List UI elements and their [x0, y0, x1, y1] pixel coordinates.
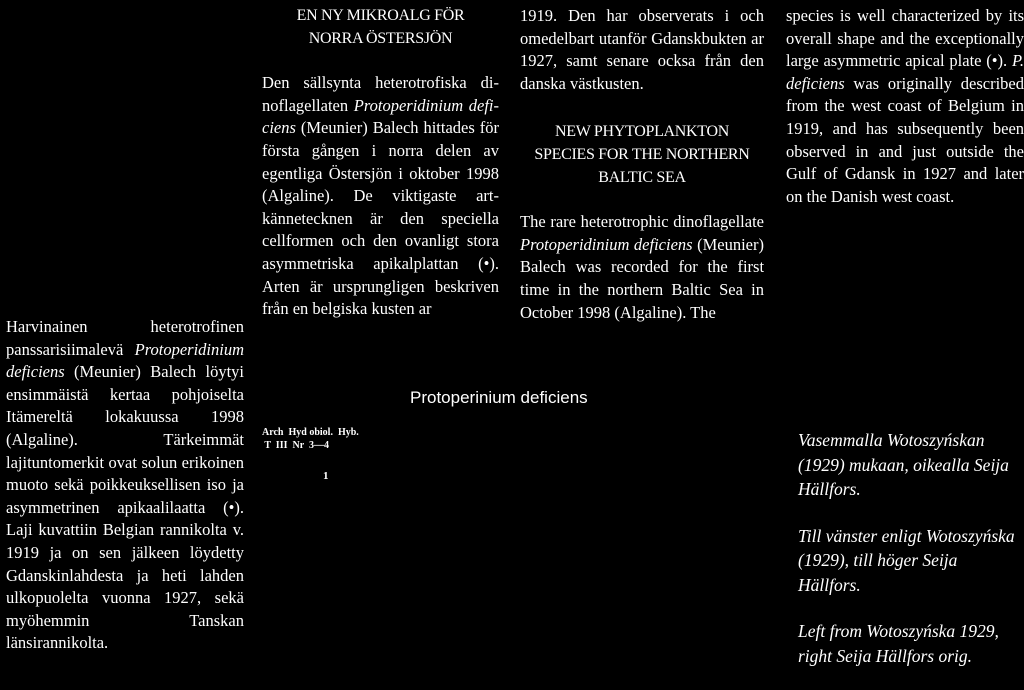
- swedish-heading-line-2: NORRA ÖSTERSJÖN: [308, 29, 453, 47]
- english-text-part-3-word: [868, 142, 878, 161]
- english-text-part-3-word: [994, 142, 1004, 161]
- archive-stamp: Arch Hyd obiol. Hyb. T III Nr 3—4: [262, 427, 359, 451]
- english-text-part-3-word: just: [912, 141, 937, 161]
- english-text-part-2-word: shape: [837, 28, 875, 48]
- english-text-part-2-word: large: [786, 51, 819, 71]
- english-text-part-3-word: [888, 119, 897, 138]
- english-text-part-2-word: the: [578, 279, 599, 299]
- english-text-part-2-word: its: [1008, 6, 1024, 25]
- english-text-part-3-word: in: [1011, 96, 1024, 116]
- english-text-part-2-word: for: [678, 257, 698, 277]
- english-heading-line-1: NEW PHYTOPLANKTON: [554, 123, 730, 141]
- english-text-part-3-word: 1919,: [786, 118, 824, 138]
- english-text-part-3-word: Belgium: [947, 96, 1005, 116]
- english-text-part-2-word: (Algaline).: [614, 302, 687, 322]
- english-text-part-3-word: [987, 164, 994, 183]
- english-text-part-2-word: The: [690, 302, 716, 322]
- english-text-part-2-word: Sea: [719, 279, 743, 299]
- english-text-part-3-word: Gulf: [786, 164, 817, 184]
- english-text-part-3-word: later: [994, 164, 1024, 184]
- english-text-part-2-word: 1998: [577, 302, 611, 322]
- english-text-part-2-word: the: [707, 257, 728, 277]
- english-text-part-3-word: and: [832, 118, 857, 138]
- english-text-part-2-word: is: [839, 6, 851, 25]
- english-text-part-2-word: recorded: [611, 257, 669, 277]
- english-text-part-3-word: outside: [946, 141, 994, 161]
- english-text-part-2-word: was: [575, 257, 602, 277]
- english-text-part-3-word: the: [1003, 141, 1024, 161]
- english-text-part-1-word: dinoflagellate: [673, 212, 764, 232]
- english-text-part-3-word: been: [992, 118, 1024, 138]
- english-text-part-3-word: and: [878, 141, 903, 161]
- english-text-part-2-word: well: [857, 6, 886, 25]
- swedish-species-name: Protoperidinium deficiens: [262, 95, 499, 138]
- finnish-paragraph: [6, 316, 244, 655]
- swedish-heading: [262, 5, 499, 50]
- english-text-part-3-word: coast.: [916, 186, 955, 206]
- english-text-part-3-word: the: [806, 186, 827, 206]
- english-species-name-word: deficiens: [633, 234, 693, 254]
- caption-finnish: Vasemmalla Wotoszyńskan (1929) mukaan, oikealla Seija Hällfors.: [798, 430, 1009, 499]
- english-heading: [520, 121, 764, 189]
- english-text-part-1: [520, 212, 764, 231]
- english-text-part-2-word: [728, 257, 738, 276]
- english-text-part-2-word: characterized: [891, 6, 980, 25]
- english-text-part-3-word: [823, 119, 832, 138]
- english-heading-line-2: SPECIES FOR THE NORTHERN: [534, 145, 750, 163]
- english-text-part-2-word: exceptionally: [935, 28, 1024, 48]
- page-marker: 1: [323, 470, 329, 482]
- english-paragraph-continued: [786, 5, 1024, 208]
- english-text-part-2-word: asymmetric: [823, 51, 901, 71]
- english-text-part-3-word: [837, 164, 844, 183]
- english-text-part-3-word: coast: [887, 96, 922, 116]
- english-text-part-2-word: in: [557, 279, 571, 299]
- english-text-part-2-word: overall: [786, 28, 832, 48]
- english-text-part-3-word: [902, 142, 912, 161]
- english-text-part-3-word: [879, 74, 888, 93]
- english-text-part-3-word: [856, 119, 865, 138]
- finnish-text-part-2: (Meunier) Balech löytyi ensimmäistä kertaa pohjoiselta Itämereltä lokakuussa 1998 (Algaline). Tärkeimmät lajituntomerkit ovat solun erikoinen muoto sekä poikkeuksellisen iso ja asymmetrinen apikaalilaatta (•). Laji kuvattiin Belgian rannikolta v. 1919 ja on sen jälkeen löydetty Gdanskinlahdesta ja heti lahden ulkopuolelta vuonna 1927, sekä myöhemmin Tanskan länsirannikolta.: [6, 362, 244, 653]
- english-text-part-3-word: [846, 142, 856, 161]
- english-text-part-3-word: originally: [887, 73, 953, 93]
- english-text-part-3-word: [895, 164, 902, 183]
- swedish-text-column: [262, 5, 499, 321]
- english-species-abbrev-word: P.: [1011, 51, 1024, 71]
- finnish-text-column: [6, 316, 244, 655]
- english-text-part-3-word: 1927: [923, 164, 957, 184]
- english-text-part-3-word: from: [786, 96, 819, 116]
- english-paragraph: [520, 211, 764, 324]
- english-text-part-3-word: described: [960, 73, 1024, 93]
- english-text-part-2-word: time: [520, 279, 550, 299]
- finnish-text-part-1: Harvinainen heterotrofinen panssarisiimalevä: [6, 317, 244, 359]
- english-text-part-3-word: Danish: [830, 186, 878, 206]
- english-text-part-3-word: in: [902, 164, 916, 184]
- figure-captions: [798, 428, 1022, 690]
- english-text-part-3-word: [936, 142, 946, 161]
- english-text-part-3-word: observed: [786, 141, 846, 161]
- english-species-name: [520, 235, 693, 254]
- english-text-part-3-word: subsequently: [897, 118, 984, 138]
- english-text-part-2-word: [599, 280, 607, 299]
- english-text-part-2-word: October: [520, 302, 574, 322]
- swedish-text-part-2: (Meunier) Balech hittades för första gången i norra delen av egentliga Östersjön i oktober 1998 (Algaline). De viktigaste artkännetecknen är den speciella cellformen och den ovanligt stora asymmetriska apikalplattan (•). Arten är ursprungligen beskriven från en belgiska kusten ar: [262, 118, 499, 319]
- english-text-part-3-word: in: [855, 141, 869, 161]
- english-text-part-1-word: heterotrophic: [580, 212, 669, 232]
- english-text-part-2-word: [711, 280, 719, 299]
- english-text-part-2-word: [601, 257, 611, 276]
- english-text-part-2-word: and: [880, 28, 905, 48]
- english-text-part-3-word: of: [823, 164, 838, 184]
- swedish-paragraph: [262, 72, 499, 321]
- middle-text-column: [520, 5, 764, 324]
- english-text-part-2-word: northern: [607, 279, 664, 299]
- english-text-part-2-word: [570, 280, 578, 299]
- english-text-part-2-word: [698, 257, 708, 276]
- right-text-column: [786, 5, 1024, 208]
- english-text-part-3-word: Gdansk: [844, 164, 896, 184]
- figure-title: Protoperinium deficiens: [410, 388, 588, 407]
- english-text-part-3-word: [952, 74, 961, 93]
- caption-swedish: Till vänster enligt Wotoszyńska (1929), till höger Seija Hällfors.: [798, 525, 1015, 595]
- english-text-part-3-word: west: [881, 186, 913, 206]
- english-text-part-2-word: by: [985, 6, 1003, 25]
- english-text-part-2-word: first: [737, 257, 765, 277]
- english-text-part-3-word: [916, 164, 923, 183]
- english-text-part-2-word: apical: [905, 51, 945, 71]
- english-heading-line-3: BALTIC SEA: [598, 168, 686, 186]
- english-text-part-3-word: and: [963, 164, 988, 184]
- swedish-text-part-1: Den sällsynta heterotrofiska dinoflagellaten: [262, 73, 499, 115]
- english-text-part-2-word: Balech: [520, 257, 566, 277]
- finnish-species-name: Protoperidinium deficiens: [6, 339, 244, 382]
- swedish-heading-line-1: EN NY MIKROALG FÖR: [296, 7, 465, 24]
- english-text-part-2-word: [549, 280, 557, 299]
- english-text-part-3-word: west: [850, 96, 882, 116]
- english-text-part-3-word: was: [853, 73, 880, 93]
- english-text-part-3-word: the: [824, 96, 845, 116]
- english-text-part-1-word: The: [520, 212, 546, 232]
- english-species-abbrev-word: deficiens: [786, 73, 845, 93]
- english-text-part-2-word: the: [909, 28, 930, 48]
- english-species-name-word: Protoperidinium: [520, 234, 630, 254]
- english-text-part-2-word: in: [751, 279, 765, 299]
- english-text-part-3-word: of: [927, 96, 942, 116]
- english-text-part-3-word: has: [865, 118, 888, 138]
- swedish-paragraph-continued: 1919. Den har observerats i och omedelbart utanför Gdanskbukten ar 1927, samt senare ocksa från den danska västkusten.: [520, 6, 764, 93]
- english-text-part-2-word: [669, 257, 679, 276]
- english-text-part-3-word: [983, 119, 992, 138]
- english-text-part-2-word: plate: [949, 51, 982, 71]
- english-text-part-1-word: rare: [550, 212, 576, 232]
- english-text-part-2-word: (•).: [986, 51, 1008, 71]
- caption-english: Left from Wotoszyńska 1929, right Seija Hällfors orig.: [798, 621, 999, 666]
- english-text-part-3-word: on: [786, 186, 803, 206]
- english-text-part-2-word: [566, 257, 576, 276]
- english-text-part-2-word: (Meunier): [697, 234, 764, 254]
- english-text-part-3-word: [816, 164, 823, 183]
- english-text-part-2-word: [743, 280, 751, 299]
- english-text-part-2-word: species: [786, 6, 834, 25]
- english-text-part-2-word: Baltic: [671, 279, 711, 299]
